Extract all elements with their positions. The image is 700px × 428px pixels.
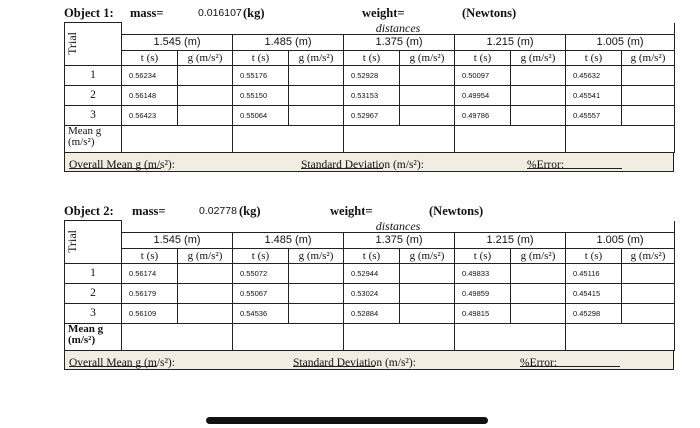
- overall-mean-label: Overall Mean g (m/s²):: [69, 158, 175, 171]
- t-value: 0.54536: [233, 303, 289, 323]
- g-header: g (m/s²): [289, 248, 344, 263]
- distance-header: 1.545 (m): [122, 232, 233, 248]
- distance-header: 1.005 (m): [566, 232, 675, 248]
- g-cell[interactable]: [400, 303, 455, 323]
- t-value: 0.49859: [455, 283, 511, 303]
- table-row: [65, 85, 675, 105]
- trial-label: Trial: [65, 230, 79, 254]
- weight-label: weight=: [330, 204, 373, 218]
- g-cell[interactable]: [400, 85, 455, 105]
- mean-cell[interactable]: [233, 323, 344, 350]
- g-cell[interactable]: [178, 65, 233, 85]
- trial-number: 3: [65, 303, 122, 323]
- g-cell[interactable]: [289, 303, 344, 323]
- mean-cell[interactable]: [344, 125, 455, 152]
- g-header: g (m/s²): [400, 50, 455, 65]
- g-header: g (m/s²): [511, 248, 566, 263]
- g-header: g (m/s²): [400, 248, 455, 263]
- g-cell[interactable]: [511, 283, 566, 303]
- mass-value: 0.02778: [199, 205, 237, 217]
- std-dev-label: Standard Deviation (m/s²):: [293, 356, 416, 369]
- t-header: t (s): [455, 248, 511, 263]
- t-value: 0.49786: [455, 105, 511, 125]
- t-value: 0.56174: [122, 263, 178, 283]
- table-row: [65, 283, 675, 303]
- mean-cell[interactable]: [344, 323, 455, 350]
- g-cell[interactable]: [400, 283, 455, 303]
- object-2-section: [64, 204, 674, 370]
- mass-unit: (kg): [239, 204, 261, 218]
- g-cell[interactable]: [622, 105, 675, 125]
- object-1-header: [64, 6, 674, 22]
- home-indicator[interactable]: [206, 417, 488, 424]
- t-value: 0.52928: [344, 65, 400, 85]
- t-header: t (s): [122, 50, 178, 65]
- t-value: 0.56234: [122, 65, 178, 85]
- distance-header: 1.215 (m): [455, 34, 566, 50]
- g-cell[interactable]: [178, 283, 233, 303]
- g-header: g (m/s²): [178, 248, 233, 263]
- object-2-table: [64, 220, 675, 351]
- t-value: 0.56109: [122, 303, 178, 323]
- std-dev-label: Standard Deviation (m/s²):: [301, 158, 424, 171]
- g-cell[interactable]: [622, 303, 675, 323]
- error-label: %Error:: [527, 158, 565, 171]
- overall-mean-label: Overall Mean g (m/s²):: [69, 356, 175, 369]
- g-header: g (m/s²): [178, 50, 233, 65]
- trial-label: Trial: [65, 32, 79, 56]
- g-cell[interactable]: [289, 263, 344, 283]
- g-header: g (m/s²): [289, 50, 344, 65]
- t-header: t (s): [566, 248, 622, 263]
- g-cell[interactable]: [511, 85, 566, 105]
- t-header: t (s): [566, 50, 622, 65]
- mean-cell[interactable]: [233, 125, 344, 152]
- distance-header: 1.485 (m): [233, 232, 344, 248]
- weight-unit: (Newtons): [462, 6, 517, 20]
- mean-label: Mean g (m/s²): [65, 323, 122, 350]
- t-value: 0.55072: [233, 263, 289, 283]
- g-cell[interactable]: [622, 263, 675, 283]
- g-header: g (m/s²): [622, 248, 675, 263]
- mean-row: [65, 125, 675, 152]
- trial-number: 1: [65, 65, 122, 85]
- summary-row: [64, 351, 674, 370]
- t-value: 0.55067: [233, 283, 289, 303]
- std-dev-blank[interactable]: [293, 357, 375, 367]
- t-value: 0.45557: [566, 105, 622, 125]
- g-cell[interactable]: [622, 85, 675, 105]
- t-value: 0.56148: [122, 85, 178, 105]
- object-2-header: [64, 204, 674, 220]
- trial-number: 2: [65, 85, 122, 105]
- g-cell[interactable]: [511, 105, 566, 125]
- g-cell[interactable]: [400, 65, 455, 85]
- overall-mean-blank[interactable]: [69, 159, 161, 169]
- mean-cell[interactable]: [122, 125, 233, 152]
- t-value: 0.45632: [566, 65, 622, 85]
- object-1-section: [64, 6, 674, 172]
- g-cell[interactable]: [178, 303, 233, 323]
- t-value: 0.52944: [344, 263, 400, 283]
- mass-unit: (kg): [243, 6, 265, 20]
- t-header: t (s): [344, 248, 400, 263]
- mass-label: mass=: [130, 6, 164, 20]
- table-row: [65, 303, 675, 323]
- table-row: [65, 263, 675, 283]
- g-cell[interactable]: [289, 105, 344, 125]
- table-row: [65, 65, 675, 85]
- t-value: 0.55176: [233, 65, 289, 85]
- trial-number: 1: [65, 263, 122, 283]
- t-header: t (s): [455, 50, 511, 65]
- t-header: t (s): [122, 248, 178, 263]
- mean-cell[interactable]: [122, 323, 233, 350]
- mean-row: [65, 323, 675, 350]
- object-label: Object 2:: [64, 204, 114, 218]
- summary-row: [64, 153, 674, 172]
- g-cell[interactable]: [289, 283, 344, 303]
- mass-label: mass=: [132, 204, 166, 218]
- table-row: [65, 105, 675, 125]
- trial-number: 2: [65, 283, 122, 303]
- distance-header: 1.005 (m): [566, 34, 675, 50]
- t-value: 0.49954: [455, 85, 511, 105]
- t-value: 0.52967: [344, 105, 400, 125]
- g-header: g (m/s²): [511, 50, 566, 65]
- t-value: 0.45541: [566, 85, 622, 105]
- std-dev-blank[interactable]: [301, 159, 383, 169]
- distance-header: 1.215 (m): [455, 232, 566, 248]
- mean-cell[interactable]: [566, 323, 675, 350]
- t-value: 0.50097: [455, 65, 511, 85]
- g-cell[interactable]: [289, 65, 344, 85]
- t-value: 0.45415: [566, 283, 622, 303]
- g-cell[interactable]: [178, 105, 233, 125]
- t-header: t (s): [233, 248, 289, 263]
- mass-value: 0.016107: [198, 7, 242, 19]
- trial-header-cell: [65, 221, 122, 264]
- mean-cell[interactable]: [455, 323, 566, 350]
- overall-mean-blank[interactable]: [69, 357, 157, 367]
- distances-label: distances: [122, 23, 675, 35]
- error-label: %Error:: [520, 356, 558, 369]
- mean-cell[interactable]: [455, 125, 566, 152]
- g-cell[interactable]: [622, 65, 675, 85]
- distance-header: 1.545 (m): [122, 34, 233, 50]
- distances-label: distances: [122, 221, 675, 233]
- object-label: Object 1:: [64, 6, 114, 20]
- distance-header: 1.375 (m): [344, 34, 455, 50]
- t-value: 0.45116: [566, 263, 622, 283]
- distance-header: 1.485 (m): [233, 34, 344, 50]
- g-header: g (m/s²): [622, 50, 675, 65]
- g-cell[interactable]: [178, 263, 233, 283]
- distance-header: 1.375 (m): [344, 232, 455, 248]
- t-value: 0.56423: [122, 105, 178, 125]
- mean-cell[interactable]: [566, 125, 675, 152]
- g-cell[interactable]: [178, 85, 233, 105]
- g-cell[interactable]: [511, 65, 566, 85]
- g-cell[interactable]: [400, 263, 455, 283]
- t-value: 0.55064: [233, 105, 289, 125]
- t-header: t (s): [344, 50, 400, 65]
- g-cell[interactable]: [511, 263, 566, 283]
- trial-number: 3: [65, 105, 122, 125]
- t-header: t (s): [233, 50, 289, 65]
- g-cell[interactable]: [289, 85, 344, 105]
- g-cell[interactable]: [511, 303, 566, 323]
- t-value: 0.45298: [566, 303, 622, 323]
- t-value: 0.53024: [344, 283, 400, 303]
- t-value: 0.55150: [233, 85, 289, 105]
- weight-label: weight=: [362, 6, 405, 20]
- mean-label: Mean g (m/s²): [65, 125, 122, 152]
- trial-header-cell: [65, 23, 122, 66]
- g-cell[interactable]: [622, 283, 675, 303]
- t-value: 0.53153: [344, 85, 400, 105]
- error-blank[interactable]: [520, 357, 620, 367]
- t-value: 0.49833: [455, 263, 511, 283]
- t-value: 0.49815: [455, 303, 511, 323]
- weight-unit: (Newtons): [429, 204, 484, 218]
- g-cell[interactable]: [400, 105, 455, 125]
- error-blank[interactable]: [527, 159, 622, 169]
- t-value: 0.56179: [122, 283, 178, 303]
- object-1-table: [64, 22, 675, 153]
- t-value: 0.52884: [344, 303, 400, 323]
